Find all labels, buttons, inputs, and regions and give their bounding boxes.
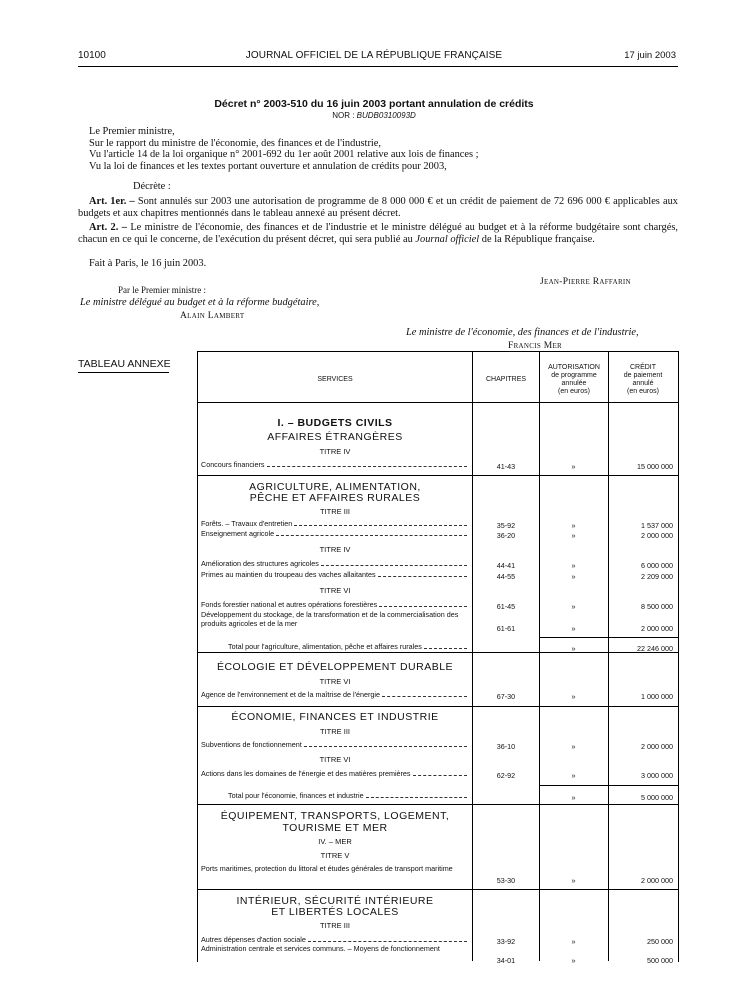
fait-a-paris: Fait à Paris, le 16 juin 2003. bbox=[89, 258, 207, 269]
row-autorisation: » bbox=[571, 937, 576, 946]
ministre-delegue: Le ministre délégué au budget et à la réforme budgétaire, bbox=[80, 297, 320, 308]
leader-dots bbox=[294, 525, 467, 526]
total-rule bbox=[539, 785, 678, 786]
row-chapitre: 33-92 bbox=[496, 937, 516, 946]
page-number: 10100 bbox=[78, 50, 106, 61]
row-label: Total pour l'agriculture, alimentation, pêche et affaires rurales bbox=[228, 642, 422, 651]
row-label: Amélioration des structures agricoles bbox=[201, 559, 319, 568]
leader-dots bbox=[366, 797, 467, 798]
total-row bbox=[228, 791, 469, 800]
signature-lambert: Alain Lambert bbox=[180, 311, 245, 321]
leader-dots bbox=[424, 648, 467, 649]
nor-code: BUDB0310093D bbox=[356, 111, 416, 120]
row-label: Ports maritimes, protection du littoral et études générales de transport maritime bbox=[201, 864, 453, 873]
article-1 bbox=[78, 196, 678, 219]
prelude-line: Vu la loi de finances et les textes portant ouverture et annulation de crédits pour 2003, bbox=[89, 160, 447, 172]
section-divider bbox=[197, 804, 678, 805]
total-row bbox=[228, 642, 469, 651]
table-row bbox=[201, 769, 469, 778]
table-row bbox=[201, 519, 469, 528]
row-credit: 2 000 000 bbox=[641, 624, 673, 633]
leader-dots bbox=[276, 535, 467, 536]
row-credit: 2 000 000 bbox=[641, 742, 673, 751]
column-divider bbox=[608, 351, 609, 961]
titre-label: TITRE IV bbox=[319, 545, 351, 554]
row-label: Enseignement agricole bbox=[201, 529, 275, 538]
header-line: annulé bbox=[632, 380, 654, 387]
table-row-multiline bbox=[201, 864, 469, 873]
signature-pm: Jean-Pierre Raffarin bbox=[540, 277, 631, 287]
row-label: Primes au maintien du troupeau des vaches allaitantes bbox=[201, 570, 376, 579]
row-autorisation: » bbox=[571, 561, 576, 570]
header-line: annulée bbox=[561, 380, 587, 387]
row-label: Total pour l'économie, finances et industrie bbox=[228, 791, 364, 800]
row-credit: 1 537 000 bbox=[641, 521, 673, 530]
leader-dots bbox=[379, 606, 467, 607]
section-interieur: INTÉRIEUR, SÉCURITÉ INTÉRIEURE bbox=[236, 895, 434, 907]
table-row bbox=[201, 529, 469, 538]
row-credit: 2 000 000 bbox=[641, 876, 673, 885]
article-2-text: Le ministre de l'économie, des finances et de l'industrie et le ministre délégué au budget et à la réforme budgétaire sont chargés, chacun en ce qui le concerne, de l'exécution du présent décret, qui sera publié au bbox=[78, 222, 678, 245]
row-credit: 2 000 000 bbox=[641, 531, 673, 540]
leader-dots bbox=[308, 941, 467, 942]
col-header-autorisation bbox=[540, 364, 608, 396]
header-divider bbox=[197, 402, 678, 403]
section-divider bbox=[197, 706, 678, 707]
row-label: Actions dans les domaines de l'énergie et des matières premières bbox=[201, 769, 411, 778]
row-label: Administration centrale et services communs. – Moyens de fonctionnement bbox=[201, 944, 440, 953]
titre-label: TITRE IV bbox=[319, 447, 351, 456]
row-autorisation: » bbox=[571, 793, 576, 802]
section-ecologie: ÉCOLOGIE ET DÉVELOPPEMENT DURABLE bbox=[216, 661, 454, 673]
row-chapitre: 41-43 bbox=[496, 462, 516, 471]
column-divider bbox=[472, 351, 473, 961]
row-autorisation: » bbox=[571, 572, 576, 581]
section-economie: ÉCONOMIE, FINANCES ET INDUSTRIE bbox=[231, 711, 439, 723]
table-row bbox=[201, 740, 469, 749]
article-1-label: Art. 1er. – bbox=[89, 196, 135, 207]
leader-dots bbox=[382, 696, 467, 697]
section-interieur-2: ET LIBERTÉS LOCALES bbox=[271, 906, 399, 918]
ministre-economie: Le ministre de l'économie, des finances et de l'industrie, bbox=[406, 327, 639, 338]
titre-label: TITRE V bbox=[320, 851, 350, 860]
header-line: CRÉDIT bbox=[629, 364, 657, 371]
row-autorisation: » bbox=[571, 644, 576, 653]
table-row-multiline bbox=[201, 944, 469, 953]
row-autorisation: » bbox=[571, 531, 576, 540]
signature-mer: Francis Mer bbox=[508, 341, 563, 351]
journal-title: JOURNAL OFFICIEL DE LA RÉPUBLIQUE FRANÇAISE bbox=[245, 50, 503, 61]
row-label: Agence de l'environnement et de la maîtrise de l'énergie bbox=[201, 690, 380, 699]
row-chapitre: 36-10 bbox=[496, 742, 516, 751]
row-chapitre: 44-41 bbox=[496, 561, 516, 570]
prelude-line: Sur le rapport du ministre de l'économie, des finances et de l'industrie, bbox=[89, 137, 382, 149]
article-2-label: Art. 2. – bbox=[89, 222, 127, 233]
row-label: Subventions de fonctionnement bbox=[201, 740, 302, 749]
row-autorisation: » bbox=[571, 956, 576, 965]
row-credit: 22 246 000 bbox=[637, 644, 673, 653]
titre-label: TITRE III bbox=[320, 727, 350, 736]
table-row bbox=[201, 460, 469, 469]
row-credit: 500 000 bbox=[647, 956, 673, 965]
section-iv-mer: IV. – MER bbox=[318, 837, 352, 846]
row-label: Développement du stockage, de la transformation et de la commercialisation des produits agricoles et de la mer bbox=[201, 610, 459, 628]
row-autorisation: » bbox=[571, 771, 576, 780]
row-autorisation: » bbox=[571, 692, 576, 701]
row-chapitre: 62-92 bbox=[496, 771, 516, 780]
table-row bbox=[201, 559, 469, 568]
col-header-credit bbox=[609, 364, 677, 396]
row-chapitre: 53-30 bbox=[496, 876, 516, 885]
header-line: (en euros) bbox=[558, 388, 590, 395]
header-rule bbox=[78, 66, 678, 67]
section-affaires-etrangeres: AFFAIRES ÉTRANGÈRES bbox=[267, 431, 403, 443]
table-row bbox=[201, 570, 469, 579]
leader-dots bbox=[413, 775, 467, 776]
decree-prelude bbox=[89, 126, 679, 172]
row-autorisation: » bbox=[571, 624, 576, 633]
row-credit: 250 000 bbox=[647, 937, 673, 946]
section-equipement: ÉQUIPEMENT, TRANSPORTS, LOGEMENT, bbox=[220, 810, 450, 822]
section-divider bbox=[197, 889, 678, 890]
row-label: Concours financiers bbox=[201, 460, 265, 469]
row-chapitre: 36-20 bbox=[496, 531, 516, 540]
nor-label: NOR : bbox=[332, 111, 355, 120]
decree-nor bbox=[0, 111, 748, 120]
row-credit: 3 000 000 bbox=[641, 771, 673, 780]
titre-label: TITRE III bbox=[320, 507, 350, 516]
decree-title: Décret n° 2003-510 du 16 juin 2003 portant annulation de crédits bbox=[214, 98, 534, 110]
leader-dots bbox=[321, 565, 467, 566]
decrete: Décrète : bbox=[133, 181, 171, 192]
row-chapitre: 44-55 bbox=[496, 572, 516, 581]
titre-label: TITRE VI bbox=[319, 677, 351, 686]
row-credit: 1 000 000 bbox=[641, 692, 673, 701]
row-label: Fonds forestier national et autres opérations forestières bbox=[201, 600, 378, 609]
row-chapitre: 35-92 bbox=[496, 521, 516, 530]
article-1-text: Sont annulés sur 2003 une autorisation de programme de 8 000 000 € et un crédit de paiement de 72 696 000 € applicables aux budgets et aux chapitres mentionnés dans le tableau annexé au présent décret. bbox=[78, 196, 678, 219]
row-chapitre: 34-01 bbox=[496, 956, 516, 965]
section-agriculture-2: PÊCHE ET AFFAIRES RURALES bbox=[249, 492, 421, 504]
column-divider bbox=[539, 351, 540, 961]
table-row bbox=[201, 690, 469, 699]
leader-dots bbox=[378, 576, 467, 577]
row-autorisation: » bbox=[571, 462, 576, 471]
titre-label: TITRE VI bbox=[319, 755, 351, 764]
row-chapitre: 61-61 bbox=[496, 624, 516, 633]
row-label: Autres dépenses d'action sociale bbox=[201, 935, 306, 944]
row-autorisation: » bbox=[571, 602, 576, 611]
annexe-label: TABLEAU ANNEXE bbox=[78, 358, 171, 370]
leader-dots bbox=[267, 466, 467, 467]
prelude-line: Vu l'article 14 de la loi organique n° 2001-692 du 1er août 2001 relative aux lois de finances ; bbox=[89, 149, 479, 160]
row-label: Forêts. – Travaux d'entretien bbox=[201, 519, 293, 528]
prelude-line: Le Premier ministre, bbox=[89, 126, 175, 137]
section-budgets-civils: I. – BUDGETS CIVILS bbox=[277, 417, 393, 429]
article-2-text-end: de la République française. bbox=[479, 233, 595, 245]
row-credit: 5 000 000 bbox=[641, 793, 673, 802]
header-line: de paiement bbox=[623, 372, 663, 379]
row-credit: 2 209 000 bbox=[641, 572, 673, 581]
row-credit: 8 500 000 bbox=[641, 602, 673, 611]
article-2 bbox=[78, 222, 678, 245]
total-rule bbox=[539, 637, 678, 638]
leader-dots bbox=[304, 746, 467, 747]
header-line: AUTORISATION bbox=[548, 364, 600, 371]
annexe-rule bbox=[78, 372, 169, 373]
section-agriculture: AGRICULTURE, ALIMENTATION, bbox=[249, 481, 421, 493]
issue-date: 17 juin 2003 bbox=[624, 50, 676, 61]
row-credit: 15 000 000 bbox=[637, 462, 673, 471]
col-header-services: SERVICES bbox=[317, 376, 353, 383]
section-equipement-2: TOURISME ET MER bbox=[282, 822, 388, 834]
header-line: (en euros) bbox=[627, 388, 659, 395]
titre-label: TITRE VI bbox=[319, 586, 351, 595]
table-row-multiline bbox=[201, 610, 469, 628]
row-autorisation: » bbox=[571, 876, 576, 885]
titre-label: TITRE III bbox=[320, 921, 350, 930]
table-row bbox=[201, 935, 469, 944]
row-autorisation: » bbox=[571, 521, 576, 530]
par-premier-ministre: Par le Premier ministre : bbox=[118, 285, 206, 295]
header-line: de programme bbox=[551, 372, 597, 379]
section-divider bbox=[197, 475, 678, 476]
table-row bbox=[201, 600, 469, 609]
row-chapitre: 67-30 bbox=[496, 692, 516, 701]
row-autorisation: » bbox=[571, 742, 576, 751]
journal-officiel: Journal officiel bbox=[415, 233, 480, 245]
col-header-chapitres: CHAPITRES bbox=[485, 376, 527, 383]
row-chapitre: 61-45 bbox=[496, 602, 516, 611]
row-credit: 6 000 000 bbox=[641, 561, 673, 570]
